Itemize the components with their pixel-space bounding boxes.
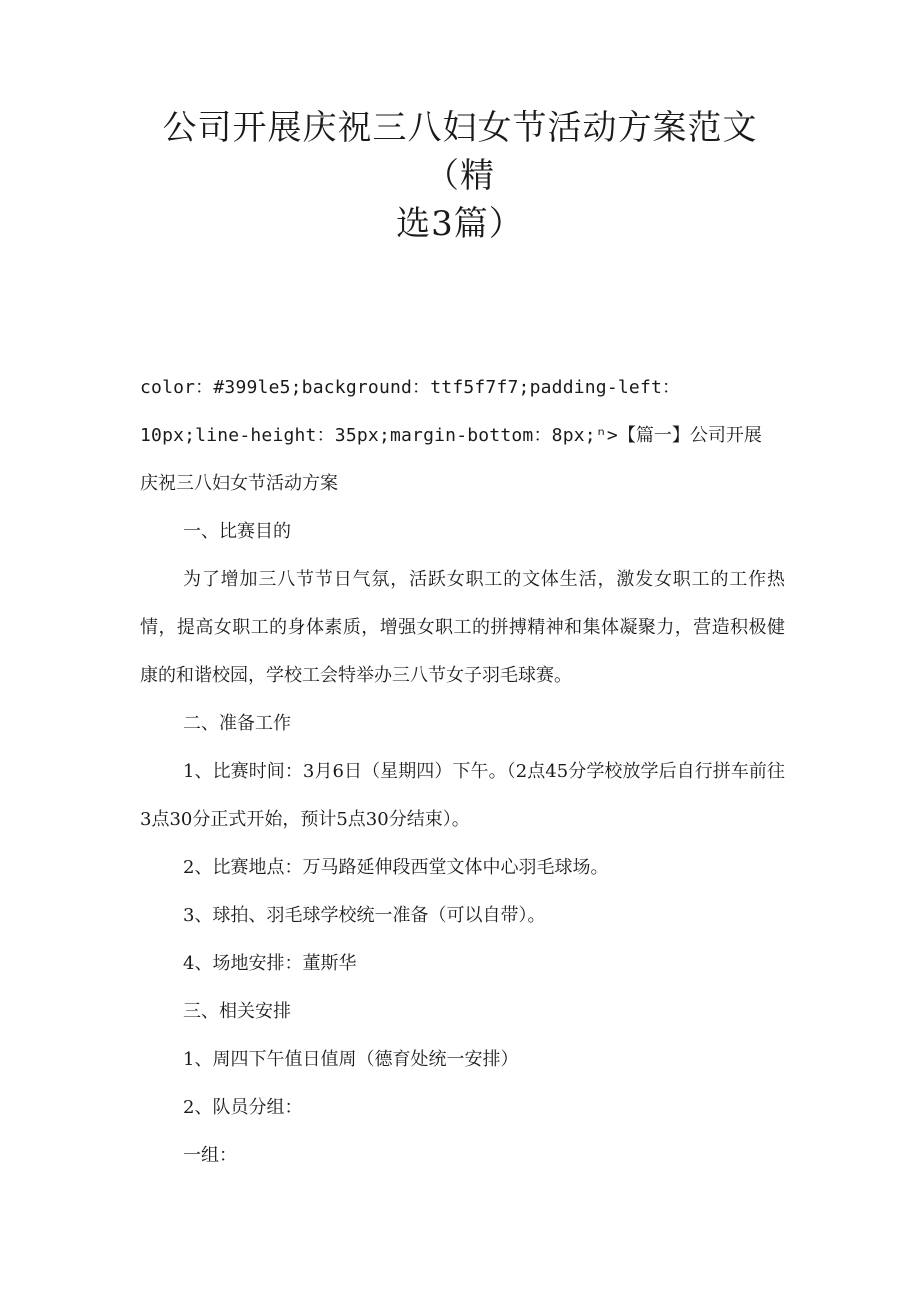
heading-preparation: 二、准备工作 (183, 713, 291, 734)
css-artifact-line-1: color：#399le5;background：ttf5f7f7;padding-left： (140, 377, 681, 398)
list-item-group-one: 一组： (183, 1145, 237, 1166)
css-artifact-line-2 (140, 412, 785, 460)
section-heading-part-1: 【篇一】公司开展 (617, 425, 762, 446)
list-item-venue-arrangement: 4、场地安排：董斯华 (183, 953, 357, 974)
list-item-duty: 1、周四下午值日值周（德育处统一安排） (183, 1049, 519, 1070)
document-body (140, 364, 785, 1180)
list-item-venue: 2、比赛地点：万马路延伸段西堂文体中心羽毛球场。 (183, 857, 609, 878)
list-item-equipment: 3、球拍、羽毛球学校统一准备（可以自带）。 (183, 905, 546, 926)
list-item-grouping: 2、队员分组： (183, 1097, 303, 1118)
css-artifact-text: 10px;line-height：35px;margin-bottom：8px;ⁿ> (140, 425, 618, 446)
document-title (0, 104, 920, 248)
paragraph-purpose: 为了增加三八节节日气氛，活跃女职工的文体生活，激发女职工的工作热情，提高女职工的身体素质，增强女职工的拼搏精神和集体凝聚力，营造积极健康的和谐校园，学校工会特举办三八节女子羽毛球赛。 (140, 569, 785, 686)
heading-competition-purpose: 一、比赛目的 (183, 521, 291, 542)
section-heading-part-2: 庆祝三八妇女节活动方案 (140, 473, 338, 494)
list-item-time: 1、比赛时间：3月6日（星期四）下午。（2点45分学校放学后自行拼车前往3点30分正式开始，预计5点30分结束）。 (140, 761, 785, 830)
title-line-1: 公司开展庆祝三八妇女节活动方案范文 (162, 108, 758, 148)
title-line-2: （精 (425, 156, 495, 196)
heading-related-arrangements: 三、相关安排 (183, 1001, 291, 1022)
title-line-3: 选3篇） (396, 204, 524, 244)
